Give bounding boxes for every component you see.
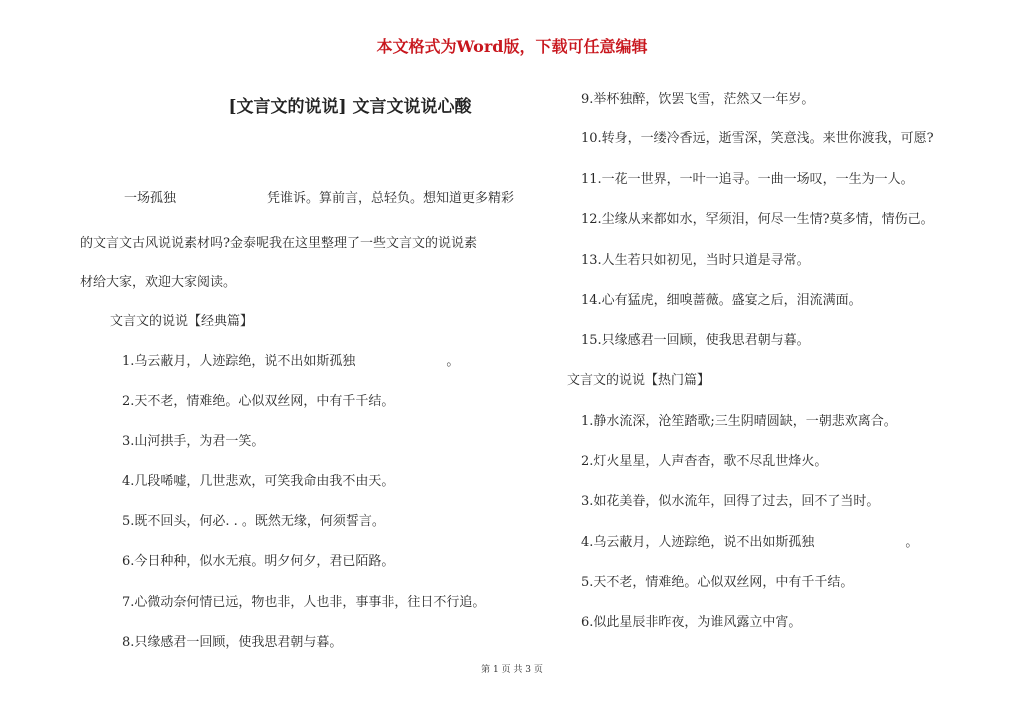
list-item: 1.乌云蔽月，人迹踪绝，说不出如斯孤独 。 <box>122 354 460 369</box>
download-banner: 本文格式为Word版，下载可任意编辑 <box>376 37 648 56</box>
list-item: 7.心微动奈何情已远，物也非，人也非，事事非，往日不行追。 <box>122 595 486 610</box>
page-number: 第 1 页 共 3 页 <box>481 665 543 675</box>
list-item: 12.尘缘从来都如水，罕须泪，何尽一生情?莫多情，情伤己。 <box>581 212 934 227</box>
intro-line: 一场孤独 凭谁诉。算前言，总轻负。想知道更多精彩 <box>124 191 515 206</box>
list-item: 5.既不回头，何必. . 。既然无缘，何须誓言。 <box>122 514 385 529</box>
list-item: 9.举杯独醉，饮罢飞雪，茫然又一年岁。 <box>581 92 815 107</box>
list-item: 3.山河拱手，为君一笑。 <box>122 434 265 449</box>
list-item: 5.天不老，情难绝。心似双丝网，中有千千结。 <box>581 575 854 590</box>
list-item: 8.只缘感君一回顾，使我思君朝与暮。 <box>122 635 343 650</box>
list-item: 15.只缘感君一回顾，使我思君朝与暮。 <box>581 333 810 348</box>
list-item: 6.似此星辰非昨夜，为谁风露立中宵。 <box>581 615 802 630</box>
list-item: 11.一花一世界，一叶一追寻。一曲一场叹，一生为一人。 <box>581 172 914 187</box>
document-title: [文言文的说说] 文言文说说心酸 <box>228 97 472 117</box>
section-heading-classic: 文言文的说说【经典篇】 <box>110 314 254 329</box>
list-item: 4.几段唏嘘，几世悲欢，可笑我命由我不由天。 <box>122 474 395 489</box>
list-item: 2.灯火星星，人声杳杳，歌不尽乱世烽火。 <box>581 454 828 469</box>
list-item: 4.乌云蔽月，人迹踪绝，说不出如斯孤独 。 <box>581 535 919 550</box>
section-heading-hot: 文言文的说说【热门篇】 <box>567 373 711 388</box>
list-item: 2.天不老，情难绝。心似双丝网，中有千千结。 <box>122 394 395 409</box>
list-item: 13.人生若只如初见，当时只道是寻常。 <box>581 253 810 268</box>
list-item: 10.转身，一缕冷香远，逝雪深，笑意浅。来世你渡我，可愿? <box>581 131 934 146</box>
list-item: 3.如花美眷，似水流年，回得了过去，回不了当时。 <box>581 494 880 509</box>
list-item: 6.今日种种，似水无痕。明夕何夕，君已陌路。 <box>122 554 395 569</box>
intro-line: 的文言文古风说说素材吗?金泰呢我在这里整理了一些文言文的说说素 <box>80 236 477 251</box>
list-item: 14.心有猛虎，细嗅蔷薇。盛宴之后，泪流满面。 <box>581 293 862 308</box>
list-item: 1.静水流深，沧笙踏歌;三生阴晴圆缺，一朝悲欢离合。 <box>581 414 897 429</box>
intro-line: 材给大家，欢迎大家阅读。 <box>80 275 237 290</box>
